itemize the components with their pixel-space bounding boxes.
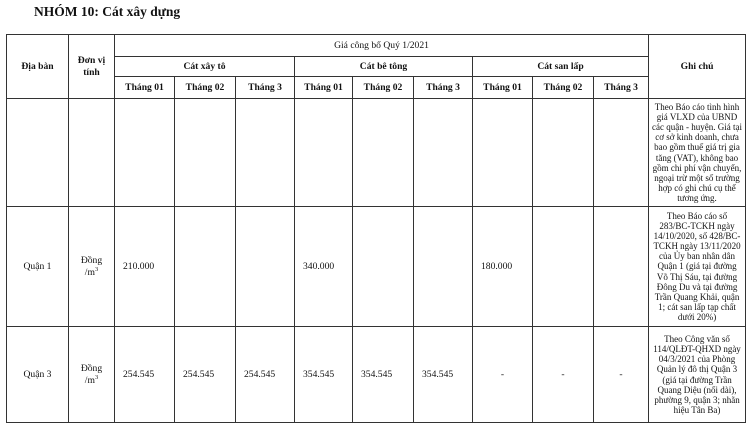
price-cell: - bbox=[473, 327, 533, 423]
price-cell: 180.000 bbox=[473, 207, 533, 327]
header-month: Tháng 01 bbox=[115, 77, 175, 99]
price-cell bbox=[594, 207, 649, 327]
price-cell bbox=[175, 207, 236, 327]
table-row bbox=[7, 207, 746, 327]
price-cell: 254.545 bbox=[236, 327, 295, 423]
note-cell: Theo Công văn số 114/QLĐT-QHXD ngày 04/3/2021 của Phòng Quản lý đô thị Quận 3 (giá tại đường Trần Quang Diệu (nối dài), phường 9, quận 3; nhãn hiệu Tân Ba) bbox=[649, 327, 746, 423]
price-cell: 210.000 bbox=[115, 207, 175, 327]
price-cell: 354.545 bbox=[295, 327, 353, 423]
header-dia-ban: Địa bàn bbox=[7, 35, 69, 99]
header-group-cat-be-tong: Cát bê tông bbox=[295, 57, 473, 77]
header-don-vi: Đơn vị tính bbox=[69, 35, 115, 99]
note-cell: Theo Báo cáo số 283/BC-TCKH ngày 14/10/2020, số 428/BC-TCKH ngày 13/11/2020 của Ủy ban nhân dân Quận 1 (giá tại đường Võ Thị Sáu, tại đường Đông Du và tại đường Trần Quang Khải, quận 1; cát san lấp tạp chất dưới 20%) bbox=[649, 207, 746, 327]
price-cell: - bbox=[533, 327, 594, 423]
header-gia-cong-bo: Giá công bố Quý 1/2021 bbox=[115, 35, 649, 57]
area-cell: Quận 1 bbox=[7, 207, 69, 327]
price-cell: 340.000 bbox=[295, 207, 353, 327]
area-cell: Quận 3 bbox=[7, 327, 69, 423]
intro-note: Theo Báo cáo tình hình giá VLXD của UBND các quận - huyện. Giá tại cơ sở kinh doanh, chưa bao gồm thuế giá trị gia tăng (VAT), không bao gồm chi phí vận chuyển, ngoại trừ một số trường hợp có ghi chú cụ thể tương ứng. bbox=[649, 99, 746, 207]
header-ghi-chu: Ghi chú bbox=[649, 35, 746, 99]
unit-cell: Đồng $/m^3$ bbox=[69, 327, 115, 423]
header-month: Tháng 3 bbox=[414, 77, 473, 99]
header-group-cat-xay-to: Cát xây tô bbox=[115, 57, 295, 77]
price-cell: 254.545 bbox=[115, 327, 175, 423]
price-cell: 254.545 bbox=[175, 327, 236, 423]
header-month: Tháng 3 bbox=[236, 77, 295, 99]
price-cell bbox=[353, 207, 414, 327]
header-month: Tháng 02 bbox=[353, 77, 414, 99]
price-cell bbox=[236, 207, 295, 327]
price-cell: 354.545 bbox=[353, 327, 414, 423]
header-month: Tháng 3 bbox=[594, 77, 649, 99]
header-month: Tháng 02 bbox=[175, 77, 236, 99]
header-month: Tháng 02 bbox=[533, 77, 594, 99]
section-heading: NHÓM 10: Cát xây dựng bbox=[34, 4, 181, 19]
price-cell: - bbox=[594, 327, 649, 423]
header-month: Tháng 01 bbox=[295, 77, 353, 99]
price-cell: 354.545 bbox=[414, 327, 473, 423]
header-month: Tháng 01 bbox=[473, 77, 533, 99]
price-table bbox=[6, 34, 746, 423]
intro-row bbox=[7, 99, 746, 207]
price-cell bbox=[414, 207, 473, 327]
price-cell bbox=[533, 207, 594, 327]
table-row bbox=[7, 327, 746, 423]
unit-cell: Đồng $/m^3$ bbox=[69, 207, 115, 327]
header-group-cat-san-lap: Cát san lấp bbox=[473, 57, 649, 77]
